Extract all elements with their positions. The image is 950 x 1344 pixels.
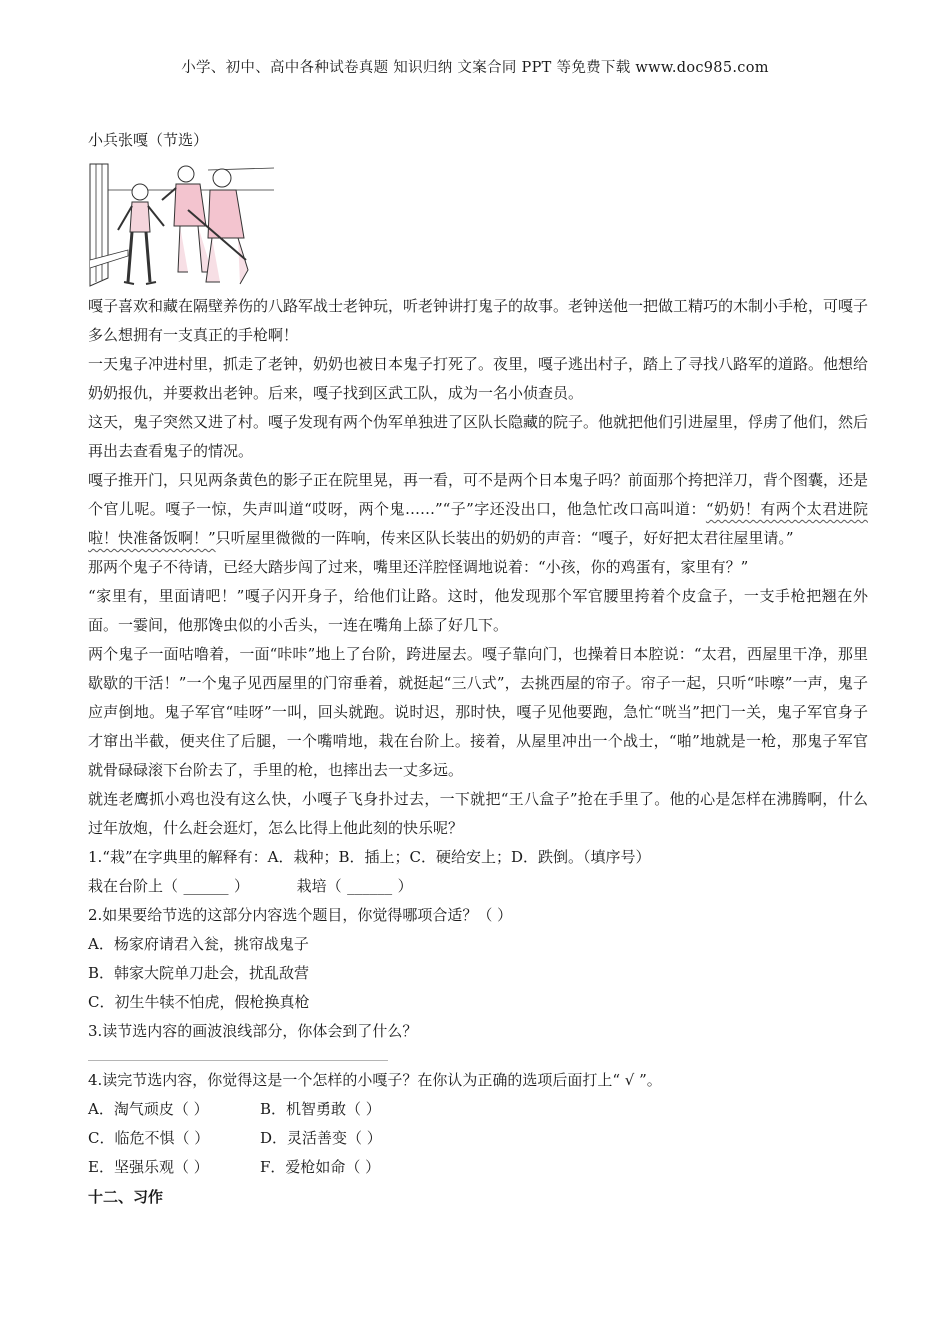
- paragraph: 就连老鹰抓小鸡也没有这么快，小嘎子飞身扑过去，一下就把“王八盒子”抢在手里了。他的心是怎样在沸腾啊，什么过年放炮，什么赶会逛灯，怎么比得上他此刻的快乐呢？: [88, 790, 868, 837]
- paragraph: 两个鬼子一面咕噜着，一面“咔咔”地上了台阶，跨进屋去。嘎子靠向门，也操着日本腔说：“太君，西屋里干净，那里歇歇的干活！”一个鬼子见西屋里的门帘垂着，就挺起“三八式”，去挑西屋的帘子。帘子一起，只听“咔嚓”一声，鬼子应声倒地。鬼子军官“哇呀”一叫，回头就跑。说时迟，那时快，嘎子见他要跑，急忙“咣当”把门一关，鬼子军官身子才窜出半截，便夹住了后腿，一个嘴啃地，栽在台阶上。接着，从屋里冲出一个战士，“啪”地就是一枪，那鬼子军官就骨碌碌滚下台阶去了，手里的枪，也摔出去一丈多远。: [88, 645, 868, 779]
- document-body: [88, 126, 868, 1212]
- section-heading: 十二、习作: [88, 1188, 164, 1206]
- choice-option[interactable]: A．杨家府请君入瓮，挑帘战鬼子: [88, 935, 309, 953]
- checkbox-option[interactable]: E．坚强乐观（ ）: [88, 1158, 209, 1176]
- checkbox-row: [88, 1153, 868, 1182]
- paragraph-text: 嘎子推开门，只见两条黄色的影子正在院里晃，再一看，可不是两个日本鬼子吗？前面那个挎把洋刀，背个图囊，还是个官儿呢。嘎子一惊，失声叫道“哎呀，两个鬼……”“子”字还没出口，他急忙改口高叫道：: [88, 471, 869, 518]
- choice-option[interactable]: C．初生牛犊不怕虎，假枪换真枪: [88, 993, 310, 1011]
- answer-line[interactable]: [88, 1060, 388, 1061]
- paragraph: “家里有，里面请吧！”嘎子闪开身子，给他们让路。这时，他发现那个军官腰里挎着个皮盒子，一支手枪把翘在外面。一霎间，他那馋虫似的小舌头，一连在嘴角上舔了好几下。: [88, 587, 868, 634]
- checkbox-row: [88, 1095, 868, 1124]
- passage-title: 小兵张嘎（节选）: [88, 131, 209, 149]
- question-4: 4.读完节选内容，你觉得这是一个怎样的小嘎子？在你认为正确的选项后面打上“ √ ”。: [88, 1071, 662, 1089]
- paragraph: 嘎子喜欢和藏在隔壁养伤的八路军战士老钟玩，听老钟讲打鬼子的故事。老钟送他一把做工精巧的木制小手枪，可嘎子多么想拥有一支真正的手枪啊！: [88, 297, 869, 344]
- checkbox-row: [88, 1124, 868, 1153]
- question-3: 3.读节选内容的画波浪线部分，你体会到了什么？: [88, 1022, 418, 1040]
- close-paren: ）: [397, 877, 413, 895]
- wavy-underlined-text: “奶奶！有两个太君进院啦！快准备饭啊！”: [88, 500, 868, 547]
- checkbox-option[interactable]: C．临危不惧（ ）: [88, 1129, 210, 1147]
- page-header: 小学、初中、高中各种试卷真题 知识归纳 文案合同 PPT 等免费下载 www.doc985.com: [181, 60, 769, 76]
- checkbox-option[interactable]: F．爱枪如命（ ）: [260, 1158, 381, 1176]
- paragraph: [88, 466, 868, 553]
- question-1-items: [88, 872, 868, 901]
- paragraph-text: 只听屋里微微的一阵响，传来区队长装出的奶奶的声音：“嘎子，好好把太君往屋里请。”: [215, 529, 794, 547]
- answer-blank[interactable]: ______: [347, 877, 393, 895]
- choice-option[interactable]: B．韩家大院单刀赴会，扰乱敌营: [88, 964, 310, 982]
- answer-blank[interactable]: ______: [183, 877, 229, 895]
- q1-item-label: 栽培（: [296, 877, 342, 895]
- checkbox-option[interactable]: B．机智勇敢（ ）: [260, 1100, 381, 1118]
- paragraph: 一天鬼子冲进村里，抓走了老钟，奶奶也被日本鬼子打死了。夜里，嘎子逃出村子，踏上了寻找八路军的道路。他想给奶奶报仇，并要救出老钟。后来，嘎子找到区武工队，成为一名小侦查员。: [88, 355, 869, 402]
- question-2: 2.如果要给节选的这部分内容选个题目，你觉得哪项合适？（ ）: [88, 906, 513, 924]
- illustration-boy-and-soldiers-icon: [88, 160, 274, 290]
- close-paren: ）: [234, 877, 250, 895]
- paragraph: 那两个鬼子不待请，已经大踏步闯了过来，嘴里还洋腔怪调地说着：“小孩，你的鸡蛋有，家里有？”: [88, 558, 749, 576]
- q1-item-label: 栽在台阶上（: [88, 877, 179, 895]
- question-1: 1.“栽”在字典里的解释有：A．栽种；B．插上；C．硬给安上；D．跌倒。（填序号）: [88, 848, 651, 866]
- checkbox-option[interactable]: D．灵活善变（ ）: [260, 1129, 382, 1147]
- paragraph: 这天，鬼子突然又进了村。嘎子发现有两个伪军单独进了区队长隐藏的院子。他就把他们引进屋里，俘虏了他们，然后再出去查看鬼子的情况。: [88, 413, 869, 460]
- checkbox-option[interactable]: A．淘气顽皮（ ）: [88, 1100, 209, 1118]
